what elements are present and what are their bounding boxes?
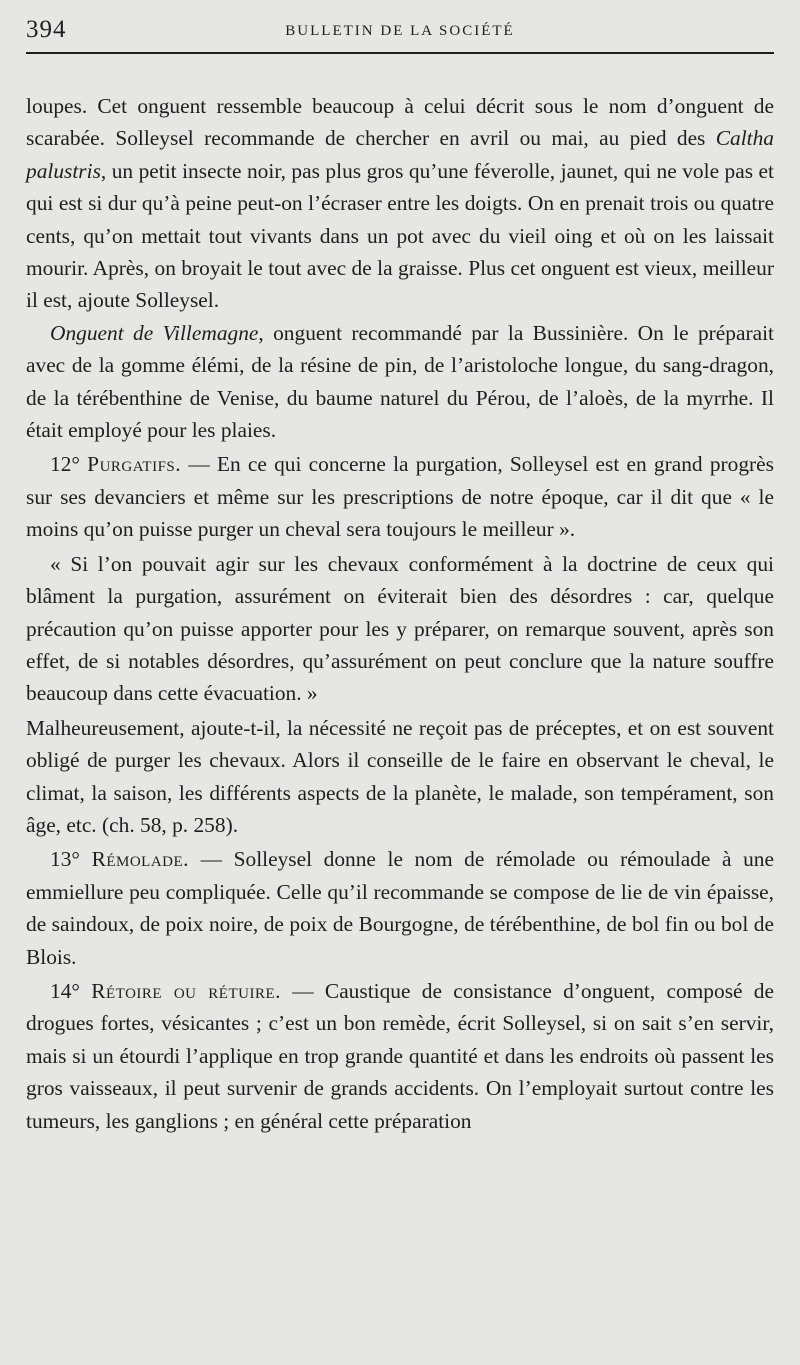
- p7-text: — Caustique de consistance d’onguent, composé de drogues fortes, vésicantes ; c’est un bon remède, écrit Solleysel, si on sait s’en servir, mais si un étourdi l’applique en trop grande quantité et dans les endroits où passent les gros vaisseaux, il peut survenir de grands accidents. On l’employait surtout contre les tumeurs, les ganglions ; en général cette préparation: [26, 978, 774, 1133]
- p1-italic-plant: Caltha palustris: [26, 126, 774, 183]
- p1-before-italic: loupes. Cet onguent ressemble beaucoup à celui décrit sous le nom d’onguent de scarabée. Solleysel recommande de chercher en avril ou mai, au pied des: [26, 94, 774, 151]
- paragraph-villemagne: [26, 317, 774, 447]
- paragraph-ointment-description: [26, 90, 774, 317]
- paragraph-malheureusement: [26, 712, 774, 842]
- paragraph-purgatifs: [26, 448, 774, 545]
- running-title: BULLETIN DE LA SOCIÉTÉ: [285, 23, 515, 39]
- p6-heading: Rémolade.: [91, 847, 190, 872]
- paragraph-quotation: [26, 548, 774, 710]
- p6-number: 13°: [50, 847, 80, 872]
- header-rule: [26, 52, 774, 54]
- p2-italic-lead: Onguent de Villemagne: [50, 320, 259, 345]
- p5-text: Malheureusement, ajoute-t-il, la nécessité ne reçoit pas de préceptes, et on est souvent obligé de purger les chevaux. Alors il conseille de le faire en observant le cheval, le climat, la saison, les différents aspects de la planète, le malade, son tempérament, son âge, etc. (ch. 58, p. 258).: [26, 715, 774, 837]
- p3-text: — En ce qui concerne la purgation, Solleysel est en grand progrès sur ses devanciers et même sur les prescriptions de notre époque, car il dit que « le moins qu’on puisse purger un cheval sera toujours le meilleur ».: [26, 452, 774, 542]
- running-head: [26, 14, 774, 50]
- p1-after-italic: , un petit insecte noir, pas plus gros qu’une féverolle, jaunet, qui ne vole pas et qui est si dur qu’à peine peut-on l’écraser entre les doigts. On en prenait trois ou quatre cents, qu’on mettait tout vivants dans un pot avec du vieil oing et où on les laissait mourir. Après, on broyait le tout avec de la graisse. Plus cet onguent est vieux, meilleur il est, ajoute Solleysel.: [26, 158, 774, 313]
- p3-heading: Purgatifs.: [87, 452, 182, 477]
- paragraph-remolade: [26, 843, 774, 973]
- p7-number: 14°: [50, 978, 80, 1003]
- p4-text: « Si l’on pouvait agir sur les chevaux conformément à la doctrine de ceux qui blâment la purgation, assurément on éviterait bien des désordres : car, quelque précaution qu’on puisse apporter pour les y préparer, on remarque souvent, après son effet, de si notables désordres, qu’assurément on peut conclure que la nature souffre beaucoup dans cette évacuation. »: [26, 551, 774, 706]
- p3-number: 12°: [50, 452, 80, 477]
- p7-heading: Rétoire ou rétuire.: [91, 978, 281, 1003]
- page-number: 394: [26, 16, 67, 43]
- p6-text: — Solleysel donne le nom de rémolade ou rémoulade à une emmiellure peu compliquée. Celle qu’il recommande se compose de lie de vin épaisse, de saindoux, de poix noire, de poix de Bourgogne, de térébenthine, de bol fin ou bol de Blois.: [26, 847, 774, 969]
- body-text: [26, 90, 774, 1137]
- p2-text: , onguent recommandé par la Bussinière. On le préparait avec de la gomme élémi, de la résine de pin, de l’aristoloche longue, du sang-dragon, de la térébenthine de Venise, du baume naturel du Pérou, de l’aloès, de la myrrhe. Il était employé pour les plaies.: [26, 320, 774, 443]
- paragraph-retoire: [26, 975, 774, 1137]
